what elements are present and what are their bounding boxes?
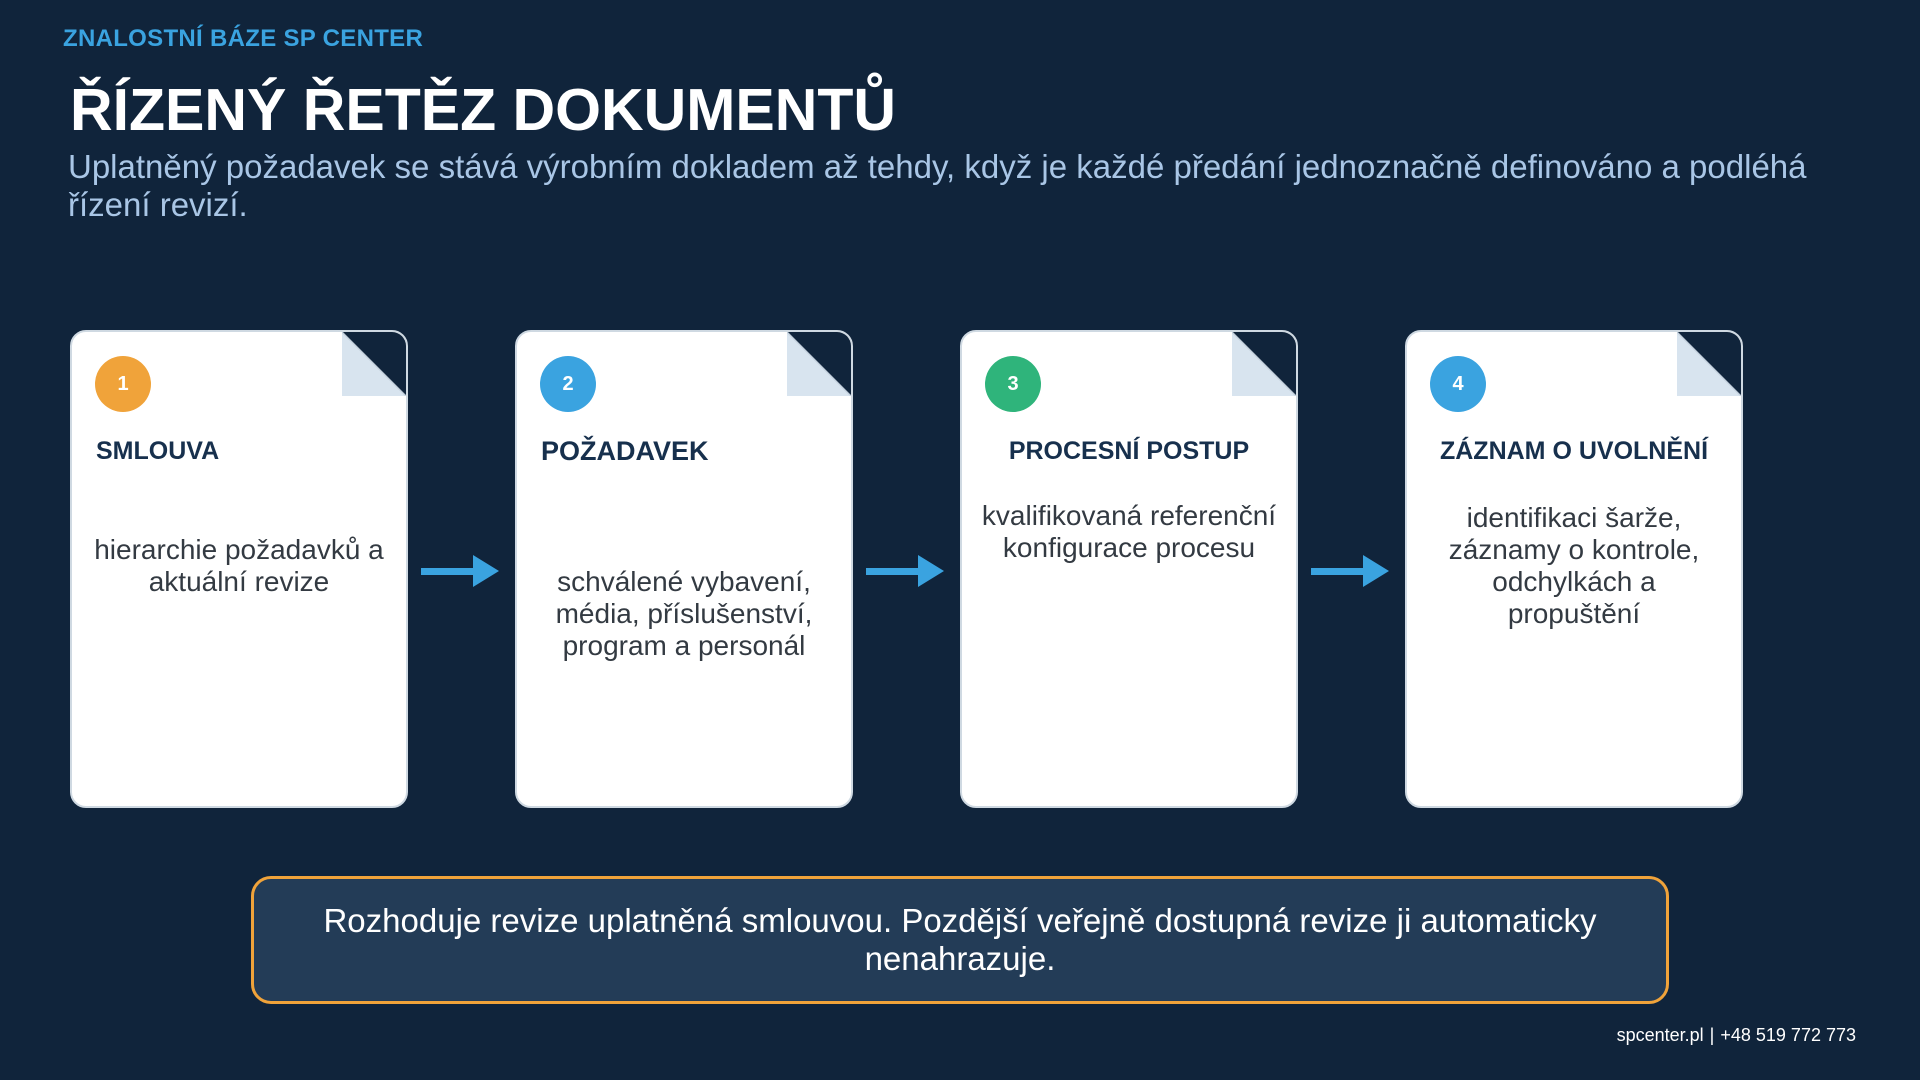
step-number-badge: 2 (540, 356, 596, 412)
step-title: POŽADAVEK (541, 436, 709, 466)
step-card-contract (70, 330, 408, 808)
page-title: ŘÍZENÝ ŘETĚZ DOKUMENTŮ (70, 77, 896, 143)
footer-contact (1617, 1025, 1856, 1046)
step-number-badge: 3 (985, 356, 1041, 412)
step-title: SMLOUVA (96, 437, 220, 465)
footer-separator: | (1709, 1025, 1715, 1045)
step-description: schválené vybavení, média, příslušenství, program a personál (555, 566, 813, 661)
revision-note-callout (251, 876, 1669, 1004)
kicker: ZNALOSTNÍ BÁZE SP CENTER (63, 25, 424, 52)
step-card-process-procedure (960, 330, 1298, 808)
step-title: ZÁZNAM O UVOLNĚNÍ (1439, 437, 1709, 465)
step-card-requirement (515, 330, 853, 808)
step-number-badge: 1 (95, 356, 151, 412)
page-fold-edge (787, 332, 851, 396)
arrow-right-icon (421, 553, 499, 589)
step-description: identifikaci šarže, záznamy o kontrole, odchylkách a propuštění (1448, 502, 1700, 629)
page-fold-edge (1677, 332, 1741, 396)
footer-website-link[interactable]: spcenter.pl (1616, 1025, 1704, 1045)
footer-phone[interactable]: +48 519 772 773 (1720, 1025, 1856, 1045)
step-card-release-record (1405, 330, 1743, 808)
step-description: hierarchie požadavků a aktuální revize (94, 534, 384, 597)
step-number-badge: 4 (1430, 356, 1486, 412)
page-fold-edge (1232, 332, 1296, 396)
step-description: kvalifikovaná referenční konfigurace procesu (981, 500, 1277, 563)
revision-note-text: Rozhoduje revize uplatněná smlouvou. Pozdější veřejně dostupná revize ji automaticky nenahrazuje. (323, 902, 1597, 977)
arrow-right-icon (1311, 553, 1389, 589)
page-fold-edge (342, 332, 406, 396)
page-subtitle: Uplatněný požadavek se stává výrobním dokladem až tehdy, když je každé předání jednoznačně definováno a podléhá řízení revizí. (68, 148, 1807, 223)
arrow-right-icon (866, 553, 944, 589)
step-title: PROCESNÍ POSTUP (1008, 437, 1250, 465)
